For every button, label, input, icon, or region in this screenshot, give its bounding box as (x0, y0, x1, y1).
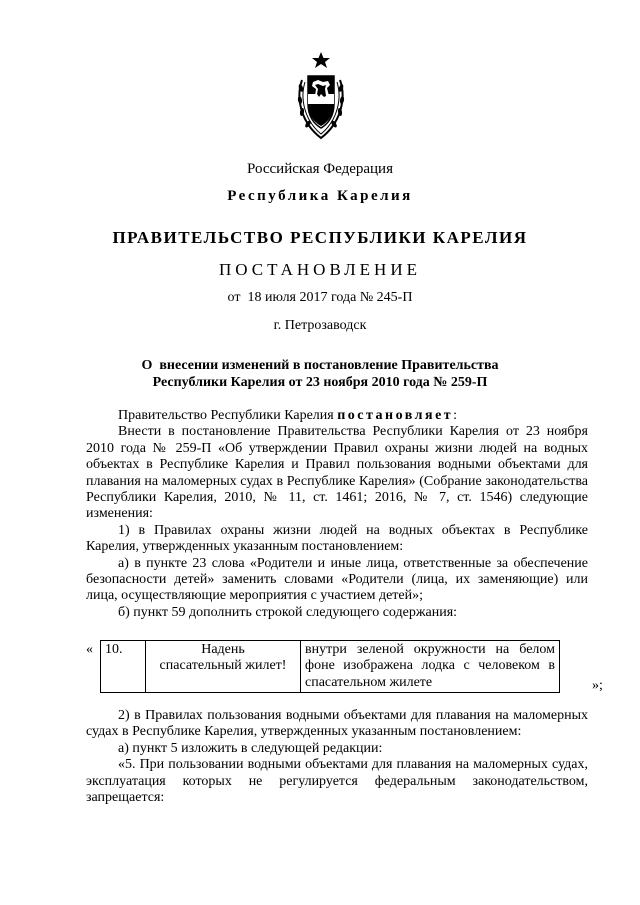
document-date-number: от 18 июля 2017 года № 245-П (227, 290, 413, 305)
sign-table (100, 640, 560, 693)
table-row (101, 641, 560, 693)
table-cell-name (146, 641, 301, 693)
sign-table-block (86, 640, 606, 698)
republic-heading: Республика Карелия (227, 188, 413, 204)
item-2a: а) пункт 5 изложить в следующей редакции: (118, 740, 383, 756)
intro-paragraph (86, 408, 588, 424)
intro-text: Правительство Республики Карелия (118, 408, 338, 423)
item-2a-quote: «5. При пользовании водными объектами для плавания на маломерных судах, эксплуатация которых не регулируется федеральным законодательством, запрещается: (86, 757, 588, 806)
subject-line-2: Республики Карелия от 23 ноября 2010 года № 259-П (152, 375, 488, 390)
intro-colon: : (453, 408, 458, 423)
table-cell-description: внутри зеленой окружности на белом фоне изображена лодка с человеком в спасательном жилете (301, 641, 560, 693)
item-2: 2) в Правилах пользования водными объектами для плавания на маломерных судах в Республике Карелия, утвержденных указанным постановлением: (86, 708, 588, 740)
item-1a: а) в пункте 23 слова «Родители и иные лица, ответственные за обеспечение безопасности детей» заменить словами «Родители (лица, их заменяющие) или лица, осуществляющие мероприятия с участием детей»; (86, 555, 588, 604)
table-close-quote: »; (592, 678, 603, 693)
table-open-quote: « (86, 642, 93, 657)
decision-verb: постановляет (337, 408, 454, 423)
karelia-coat-of-arms-icon (296, 52, 346, 142)
body-top (86, 408, 588, 621)
document-subject (0, 357, 640, 391)
document-type-heading: ПОСТАНОВЛЕНИЕ (218, 260, 421, 279)
item-1: 1) в Правилах охраны жизни людей на водных объектах в Республике Карелия, утвержденных указанным постановлением: (86, 522, 588, 555)
sign-name-line-2: спасательный жилет! (159, 658, 287, 674)
table-cell-number: 10. (101, 641, 146, 693)
item-1b: б) пункт 59 дополнить строкой следующего содержания: (118, 604, 458, 620)
federation-heading: Российская Федерация (247, 161, 393, 177)
document-city: г. Петрозаводск (273, 318, 367, 333)
body-bottom (86, 708, 588, 806)
sign-name-line-1: Надень (201, 642, 245, 657)
government-heading: ПРАВИТЕЛЬСТВО РЕСПУБЛИКИ КАРЕЛИЯ (112, 228, 528, 247)
subject-line-1: О внесении изменений в постановление Правительства (141, 358, 499, 373)
amendment-paragraph: Внести в постановление Правительства Республики Карелия от 23 ноября 2010 года № 259-П «Об утверждении Правил охраны жизни людей на водных объектах в Республике Карелия и Правил пользования водными объектами для плавания на маломерных судах в Республике Карелия» (Собрание законодательства Республики Карелия, 2010, № 11, ст. 1461; 2016, № 7, ст. 1546) следующие изменения: (86, 424, 588, 522)
